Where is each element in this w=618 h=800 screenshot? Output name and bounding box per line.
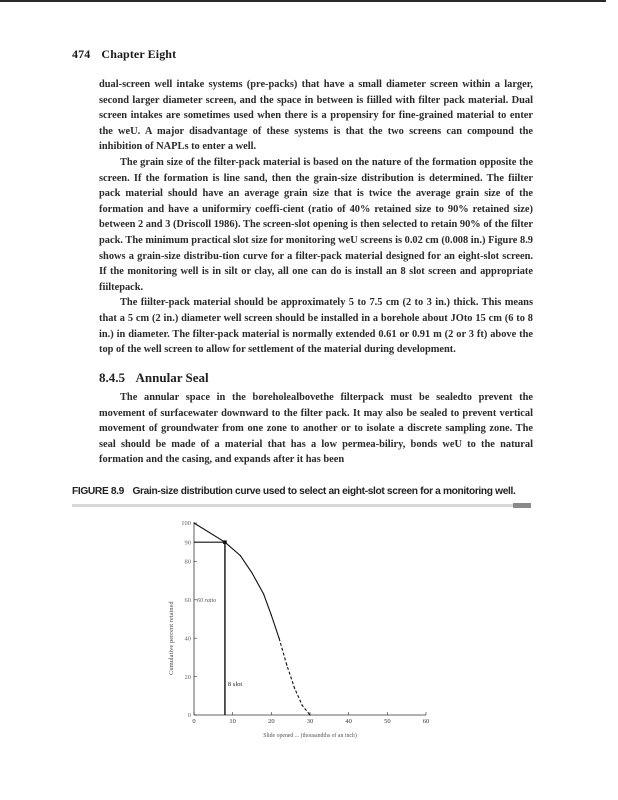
data-point xyxy=(286,664,287,665)
ratio-annotation: 60 ratio xyxy=(197,597,217,604)
data-point xyxy=(271,615,272,616)
slot-annotation: 8 slot xyxy=(227,681,243,689)
paragraph: The annular space in the boreholealbovethe filterpack must be sealedto prevent the movement of surfacewater downward to the filter pack. It may also be sealed to prevent vertical movement of groundwater from one zone to another or to isolate a discrete sampling zone. The seal should be made of a material that has a low permea-biliry, bonds weU to the natural formation and the casing, and expands after it has been xyxy=(99,392,533,466)
y-tick-label: 90 xyxy=(184,539,191,547)
data-point xyxy=(240,555,241,556)
data-point xyxy=(278,638,279,639)
x-tick-label: 50 xyxy=(384,718,391,725)
data-point xyxy=(302,705,303,706)
data-point xyxy=(263,593,264,594)
y-axis-label: Cumulative percent retained xyxy=(168,601,175,676)
figure-caption xyxy=(72,486,542,497)
grain-size-chart xyxy=(150,515,450,745)
section-number: 8.4.5 xyxy=(99,370,125,385)
y-tick-label: 80 xyxy=(184,558,191,566)
paragraph: dual-screen well intake systems (pre-packs) that have a small diameter screen within a larger, second larger diameter screen, and the space in between is fiilled with filter pack material. Dual screen intakes are sometimes used when there is a propensiry for fine-grained material to enter the weU. A major disadvantage of these systems is that the two screens can compound the inhibition of NAPLs to enter a well. xyxy=(99,79,533,153)
running-head xyxy=(72,47,176,62)
x-tick-label: 0 xyxy=(192,718,196,725)
paragraph: The fiilter-pack material should be approximately 5 to 7.5 cm (2 to 3 in.) thick. This means that a 5 cm (2 in.) diameter well screen should be installed in a borehole about JOto 15 cm (6 to 8 in.) in diameter. The filter-pack material is normally extended 0.61 or 0.91 m (2 or 3 ft) above the top of the well screen to allow for settlement of the material during development. xyxy=(99,297,533,356)
chapter-title: Chapter Eight xyxy=(101,47,177,61)
x-tick-label: 20 xyxy=(268,718,275,725)
section-body xyxy=(99,390,533,468)
paragraph: The grain size of the filter-pack material is based on the nature of the formation opposite the screen. If the formation is line sand, then the grain-size distribution is determined. The fiilter pack material should have an average grain size that is twice the average grain size of the formation and have a uniformiry coeffi-cient (ratio of 40% retained size to 90% retained size) between 2 and 3 (Driscoll 1986). The screen-slot opening is then selected to retain 90% of the filter pack. The minimum practical slot size for monitoring weU screens is 0.02 cm (0.008 in.) Figure 8.9 shows a grain-size distribu-tion curve for a filter-pack material designed for an eight-slot screen. If the monitoring well is in silt or clay, all one can do is install an 8 slot screen and appropriate fiiltepack. xyxy=(99,156,533,293)
data-point xyxy=(193,522,194,523)
y-tick-label: 20 xyxy=(184,673,191,681)
figure-rule xyxy=(72,504,513,507)
section-title: Annular Seal xyxy=(135,370,209,385)
page-number: 474 xyxy=(72,47,91,61)
x-tick-label: 30 xyxy=(306,718,314,725)
x-tick-label: 10 xyxy=(229,718,236,725)
data-point xyxy=(251,572,252,573)
figure-rule-accent xyxy=(513,503,531,508)
y-tick-label: 40 xyxy=(184,635,191,643)
x-tick-label: 60 xyxy=(422,718,430,725)
x-tick-label: 40 xyxy=(345,718,352,725)
section-heading xyxy=(99,370,209,386)
body-text xyxy=(99,77,533,358)
y-tick-label: 100 xyxy=(181,520,191,528)
y-tick-label: 60 xyxy=(184,597,191,604)
marker-point xyxy=(223,540,227,544)
data-point xyxy=(309,714,310,715)
figure-caption-text: Grain-size distribution curve used to select an eight-slot screen for a monitoring well. xyxy=(132,486,516,497)
top-rule xyxy=(0,0,606,2)
figure-label: FIGURE 8.9 xyxy=(72,486,124,497)
x-axis-label: Slide opened ... (thousandths of an inch) xyxy=(263,733,357,739)
data-point xyxy=(294,688,295,689)
y-tick-label: 0 xyxy=(187,712,191,720)
